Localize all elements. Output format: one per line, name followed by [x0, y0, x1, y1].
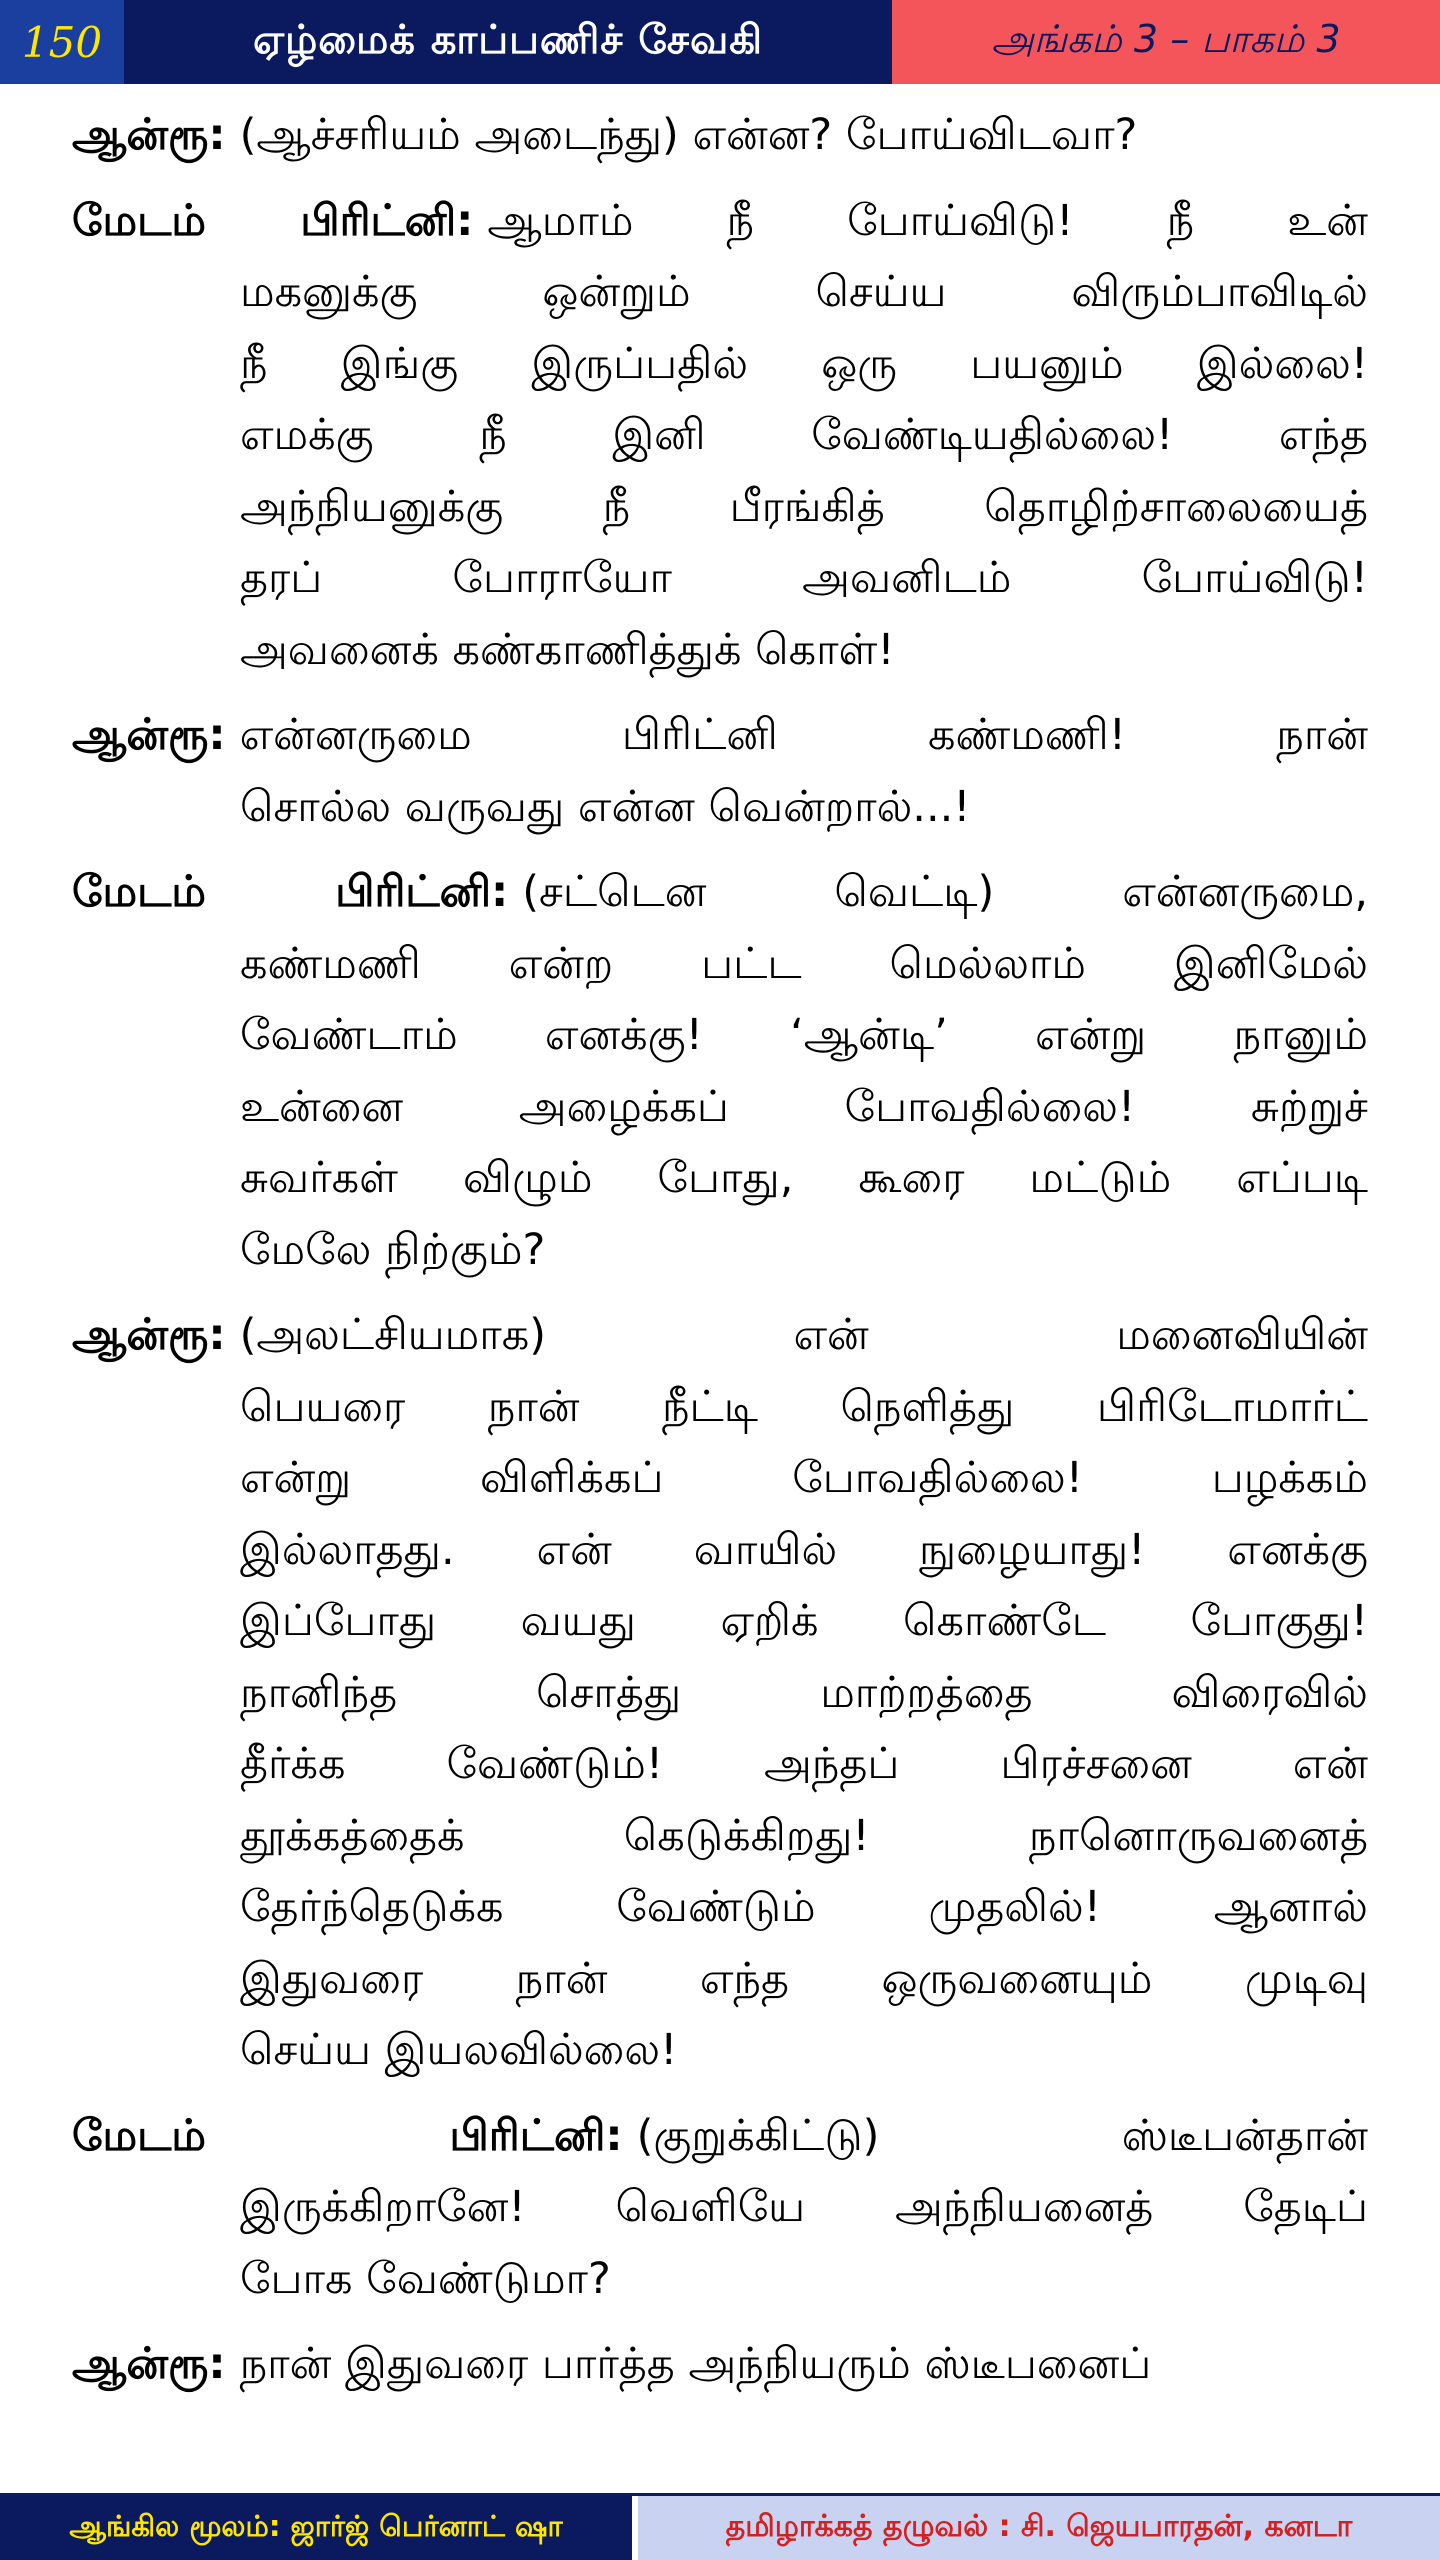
dialogue-text: இதுவரை நான் எந்த ஒருவனையும் முடிவு	[240, 1953, 1368, 2004]
dialogue-line	[240, 615, 1368, 687]
dialogue-line	[240, 1515, 1368, 1587]
dialogue-turn	[72, 700, 1368, 843]
dialogue-line	[240, 1143, 1368, 1215]
speaker-name: ஆன்ரூ:	[72, 710, 226, 760]
dialogue-text: நானிந்த சொத்து மாற்றத்தை விரைவில்	[240, 1667, 1368, 1718]
dialogue-line	[240, 1729, 1368, 1801]
dialogue-line	[240, 1586, 1368, 1658]
footer-translator: தமிழாக்கத் தழுவல் : சி. ஜெயபாரதன், கனடா	[638, 2496, 1440, 2560]
dialogue-text: செய்ய இயலவில்லை!	[240, 2025, 678, 2075]
chapter-label: அங்கம் 3 – பாகம் 3	[892, 0, 1440, 84]
dialogue-text: தரப் போராயோ அவனிடம் போய்விடு!	[240, 553, 1368, 603]
dialogue-turn	[72, 1300, 1368, 2087]
dialogue-text: தூக்கத்தைக் கெடுக்கிறது! நானொருவனைத்	[240, 1810, 1368, 1861]
dialogue-text: ஆமாம் நீ போய்விடு! நீ உன்	[487, 195, 1368, 246]
dialogue-line	[240, 2172, 1368, 2244]
dialogue-first-line	[72, 700, 1368, 772]
dialogue-first-line	[72, 2329, 1368, 2401]
dialogue-text: என்று விளிக்கப் போவதில்லை! பழக்கம்	[240, 1453, 1368, 1503]
dialogue-text: இல்லாதது. என் வாயில் நுழையாது! எனக்கு	[240, 1524, 1368, 1575]
book-title: ஏழ்மைக் காப்பணிச் சேவகி	[124, 0, 892, 84]
dialogue-line	[240, 1072, 1368, 1144]
dialogue-line	[240, 1372, 1368, 1444]
dialogue-line	[240, 543, 1368, 615]
dialogue-line	[240, 1000, 1368, 1072]
dialogue-text: தேர்ந்தெடுக்க வேண்டும் முதலில்! ஆனால்	[240, 1882, 1368, 1932]
dialogue-text: நான் இதுவரை பார்த்த அந்நியரும் ஸ்டீபனைப்	[239, 2339, 1152, 2389]
dialogue-text: எமக்கு நீ இனி வேண்டியதில்லை! எந்த	[240, 410, 1368, 460]
dialogue-first-line	[72, 186, 1368, 258]
page-number: 150	[0, 0, 124, 84]
dialogue-turn	[72, 857, 1368, 1286]
dialogue-turn	[72, 2329, 1368, 2401]
dialogue-text: சுவர்கள் விழும் போது, கூரை மட்டும் எப்படி	[240, 1153, 1368, 1203]
dialogue-first-line	[72, 857, 1368, 929]
footer-source: ஆங்கில மூலம்: ஜார்ஜ் பெர்னாட் ஷா	[0, 2496, 632, 2560]
dialogue-first-line	[72, 2101, 1368, 2173]
dialogue-body	[72, 100, 1368, 2415]
dialogue-text: (சட்டென வெட்டி) என்னருமை,	[522, 867, 1368, 917]
dialogue-line	[240, 400, 1368, 472]
speaker-name: மேடம் பிரிட்னி:	[72, 2110, 623, 2161]
dialogue-text: (அலட்சியமாக) என் மனைவியின்	[239, 1310, 1368, 1360]
dialogue-text: இப்போது வயது ஏறிக் கொண்டே போகுது!	[240, 1596, 1368, 1646]
dialogue-line	[240, 772, 1368, 844]
dialogue-text: தீர்க்க வேண்டும்! அந்தப் பிரச்சனை என்	[240, 1739, 1368, 1789]
dialogue-line	[240, 2244, 1368, 2316]
dialogue-line	[240, 1801, 1368, 1873]
dialogue-line	[240, 1215, 1368, 1287]
dialogue-text: உன்னை அழைக்கப் போவதில்லை! சுற்றுச்	[240, 1081, 1368, 1132]
dialogue-turn	[72, 186, 1368, 687]
dialogue-text: (குறுக்கிட்டு) ஸ்டீபன்தான்	[636, 2110, 1368, 2161]
dialogue-line	[240, 329, 1368, 401]
dialogue-line	[240, 929, 1368, 1001]
dialogue-text: மேலே நிற்கும்?	[240, 1224, 546, 1275]
speaker-name: ஆன்ரூ:	[72, 1310, 226, 1360]
speaker-name: ஆன்ரூ:	[72, 110, 226, 160]
dialogue-text: கண்மணி என்ற பட்ட மெல்லாம் இனிமேல்	[240, 938, 1368, 989]
dialogue-line	[240, 2015, 1368, 2087]
speaker-name: ஆன்ரூ:	[72, 2339, 226, 2389]
dialogue-text: அந்நியனுக்கு நீ பீரங்கித் தொழிற்சாலையைத்	[240, 481, 1368, 532]
page-header	[0, 0, 1440, 84]
page-footer	[0, 2493, 1440, 2560]
dialogue-text: போக வேண்டுமா?	[240, 2253, 611, 2304]
dialogue-text: சொல்ல வருவது என்ன வென்றால்...!	[240, 781, 971, 832]
dialogue-text: வேண்டாம் எனக்கு! ‘ஆன்டி’ என்று நானும்	[240, 1010, 1368, 1060]
dialogue-text: அவனைக் கண்காணித்துக் கொள்!	[240, 624, 895, 675]
dialogue-line	[240, 472, 1368, 544]
dialogue-text: நீ இங்கு இருப்பதில் ஒரு பயனும் இல்லை!	[240, 338, 1368, 389]
dialogue-text: (ஆச்சரியம் அடைந்து) என்ன? போய்விடவா?	[239, 110, 1138, 160]
dialogue-turn	[72, 100, 1368, 172]
dialogue-text: இருக்கிறானே! வெளியே அந்நியனைத் தேடிப்	[240, 2182, 1368, 2232]
dialogue-text: மகனுக்கு ஒன்றும் செய்ய விரும்பாவிடில்	[240, 267, 1368, 317]
dialogue-line	[240, 1944, 1368, 2016]
dialogue-turn	[72, 2101, 1368, 2316]
dialogue-line	[240, 1658, 1368, 1730]
dialogue-line	[240, 1872, 1368, 1944]
dialogue-line	[240, 257, 1368, 329]
dialogue-text: பெயரை நான் நீட்டி நெளித்து பிரிடோமார்ட்	[240, 1381, 1368, 1432]
dialogue-line	[240, 1443, 1368, 1515]
dialogue-first-line	[72, 1300, 1368, 1372]
speaker-name: மேடம் பிரிட்னி:	[72, 195, 474, 246]
speaker-name: மேடம் பிரிட்னி:	[72, 867, 509, 917]
dialogue-text: என்னருமை பிரிட்னி கண்மணி! நான்	[239, 710, 1368, 760]
dialogue-first-line	[72, 100, 1368, 172]
